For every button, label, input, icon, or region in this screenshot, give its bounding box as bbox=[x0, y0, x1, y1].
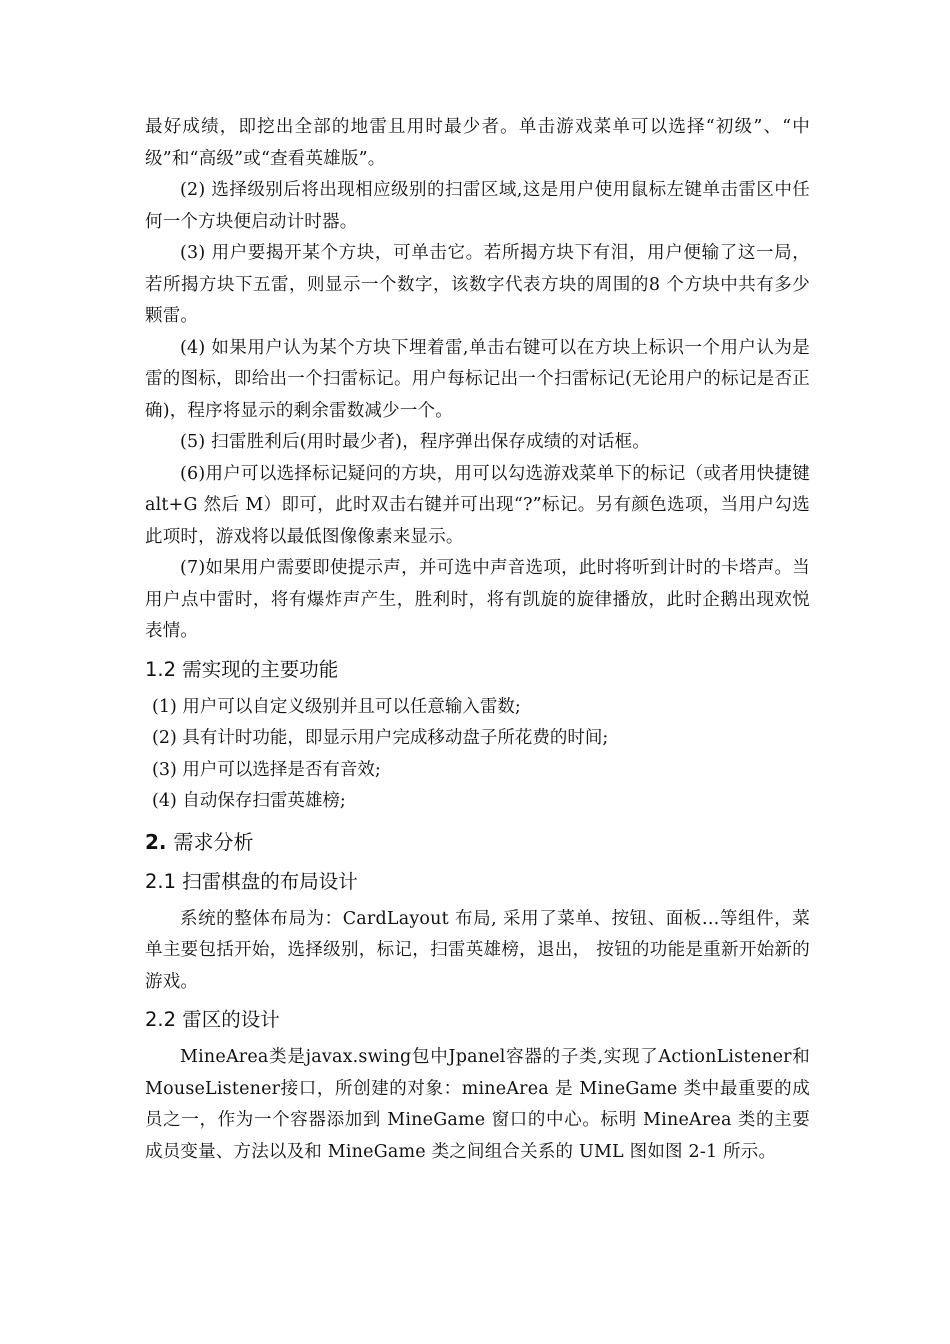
intro-paragraph-2: (2) 选择级别后将出现相应级别的扫雷区域,这是用户使用鼠标左键单击雷区中任何一个方块便启动计时器。 bbox=[145, 180, 810, 232]
feature-list-item: (2) 具有计时功能，即显示用户完成移动盘子所花费的时间; bbox=[152, 728, 609, 748]
intro-paragraph-6: (6)用户可以选择标记疑问的方块，用可以勾选游戏菜单下的标记（或者用快捷键 alt+G 然后 M）即可，此时双击右键并可出现“?”标记。另有颜色选项，当用户勾选此项时，游戏将以最低图像像素来显示。 bbox=[145, 463, 810, 547]
intro-paragraph-3: (3) 用户要揭开某个方块，可单击它。若所揭方块下有泪，用户便输了这一局，若所揭方块下五雷，则显示一个数字，该数字代表方块的周围的8 个方块中共有多少颗雷。 bbox=[145, 243, 810, 326]
section-2-number: 2. bbox=[145, 829, 167, 854]
section-2-2-heading: 2.2 雷区的设计 bbox=[145, 1008, 280, 1031]
intro-paragraph-7: (7)如果用户需要即使提示声，并可选中声音选项，此时将听到计时的卡塔声。当用户点中雷时，将有爆炸声产生，胜利时，将有凯旋的旋律播放，此时企鹅出现欢悦表情。 bbox=[145, 558, 810, 641]
section-2-1-paragraph: 系统的整体布局为：CardLayout 布局, 采用了菜单、按钮、面板…等组件，菜单主要包括开始，选择级别，标记，扫雷英雄榜，退出， 按钮的功能是重新开始新的游戏。 bbox=[145, 908, 810, 992]
section-2-2-paragraph: MineArea类是javax.swing包中Jpanel容器的子类,实现了ActionListener和MouseListener接口，所创建的对象：mineArea 是 MineGame 类中最重要的成员之一，作为一个容器添加到 MineGame 窗口的中心。标明 MineArea 类的主要成员变量、方法以及和 MineGame 类之间组合关系的 UML 图如图 2-1 所示。 bbox=[145, 1047, 810, 1162]
section-2-title: 需求分析 bbox=[173, 829, 254, 854]
section-2-1-heading: 2.1 扫雷棋盘的布局设计 bbox=[145, 869, 358, 893]
section-2-heading bbox=[145, 828, 810, 856]
feature-list-item: (3) 用户可以选择是否有音效; bbox=[152, 759, 381, 780]
section-1-2-heading: 1.2 需实现的主要功能 bbox=[145, 657, 339, 681]
feature-list-item: (1) 用户可以自定义级别并且可以任意输入雷数; bbox=[152, 696, 521, 717]
intro-paragraph-5: (5) 扫雷胜利后(用时最少者)，程序弹出保存成绩的对话框。 bbox=[180, 432, 651, 452]
page-content bbox=[145, 112, 810, 1168]
intro-paragraph-4: (4) 如果用户认为某个方块下埋着雷,单击右键可以在方块上标识一个用户认为是雷的图标，即给出一个扫雷标记。用户每标记出一个扫雷标记(无论用户的标记是否正确)，程序将显示的剩余雷数减少一个。 bbox=[145, 337, 810, 421]
feature-list-item: (4) 自动保存扫雷英雄榜; bbox=[152, 791, 346, 811]
intro-paragraph-continued: 最好成绩，即挖出全部的地雷且用时最少者。单击游戏菜单可以选择“初级”、“中级”和“高级”或“查看英雄版”。 bbox=[145, 117, 810, 169]
